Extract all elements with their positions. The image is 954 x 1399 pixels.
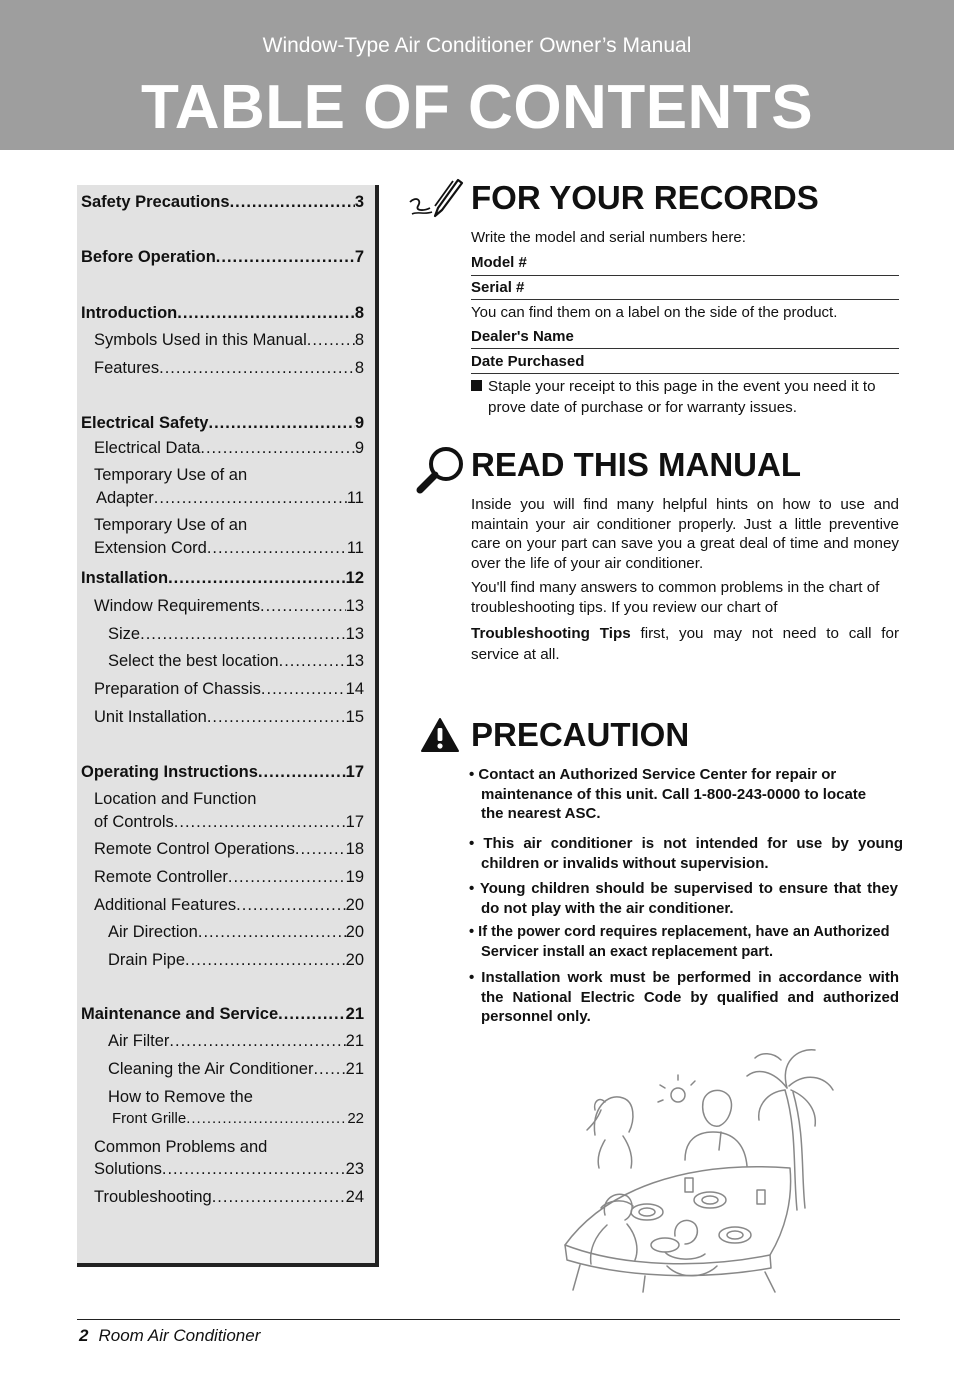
toc-entry [77,248,364,267]
toc-entry-label: Air Direction [108,923,198,941]
toc-leader-dots [174,813,346,832]
toc-entry [77,1088,364,1107]
toc-entry-page: 19 [345,868,364,886]
pen-icon [408,178,466,226]
toc-entry-page: 21 [345,1005,364,1023]
toc-entry-label: How to Remove the [108,1088,253,1106]
toc-entry [77,625,364,644]
toc-entry-page: 14 [345,680,364,698]
toc-entry [77,516,364,535]
read-manual-para1: Inside you will find many helpful hints on how to use and maintain your air conditioner properly. Just a little preventive care on your part can save you a great deal of time and money over the life of your air conditioner. [471,496,899,572]
toc-entry-page: 21 [345,1032,364,1050]
toc-entry-label: Installation [81,569,169,587]
toc-entry [77,414,364,433]
dealer-label: Dealer's Name [471,328,574,345]
toc-entry-page: 8 [354,331,364,349]
toc-entry [77,359,364,378]
toc-entry-label: Electrical Data [94,439,201,457]
toc-leader-dots [159,359,355,378]
toc-entry [77,569,364,588]
toc-entry-label: Temporary Use of an [94,516,248,534]
label-note: You can find them on a label on the side of the product. [471,304,838,321]
toc-entry [77,1060,364,1079]
toc-entry [77,1005,364,1024]
toc-entry-label: Remote Controller [94,868,228,886]
precaution-item-4: • If the power cord requires replacement, have an Authorized Servicer install an exact replacement part. [469,924,890,960]
toc-entry [77,439,364,458]
square-bullet-icon [471,380,482,391]
manual-subtitle: Window-Type Air Conditioner Owner’s Manual [262,34,692,57]
dealer-line [471,348,899,349]
toc-entry-page: 3 [354,193,364,211]
toc-entry-page: 13 [345,597,364,615]
page-title: TABLE OF CONTENTS [140,73,814,142]
model-label: Model # [471,254,527,271]
serial-line [471,299,899,300]
toc-entry [77,1160,364,1179]
toc-entry-page: 20 [345,923,364,941]
toc-entry-label: Adapter [96,489,154,507]
toc-entry-label: Features [94,359,160,377]
toc-entry-label: Extension Cord [94,539,207,557]
page-footer [79,1326,260,1346]
toc-entry [77,1032,364,1051]
toc-leader-dots [177,304,355,323]
toc-entry-label: Maintenance and Service [81,1005,279,1023]
page-number: 2 [79,1326,89,1345]
toc-entry-page: 9 [354,414,364,432]
toc-leader-dots [212,1188,346,1207]
toc-entry-page: 13 [345,625,364,643]
toc-entry [77,896,364,915]
toc-entry-page: 17 [345,813,364,831]
read-manual-para3-rest: first, you may not need to call for service at all. [471,625,899,663]
read-manual-title: READ THIS MANUAL [471,446,801,483]
warning-icon [420,717,460,753]
magnifier-icon [414,444,466,494]
read-manual-para3 [471,623,899,665]
toc-leader-dots [154,489,347,508]
toc-entry-label: Remote Control Operations [94,840,295,858]
toc-leader-dots [162,1160,346,1179]
toc-leader-dots [169,1032,345,1051]
staple-note [471,377,899,418]
toc-leader-dots [216,248,355,267]
toc-entry-label: Temporary Use of an [94,466,248,484]
model-line [471,275,899,276]
toc-entry [77,790,364,809]
toc-entry [77,813,364,832]
toc-entry [77,951,364,970]
toc-entry-label: Common Problems and [94,1138,268,1156]
footer-rule [77,1319,900,1320]
toc-leader-dots [279,652,346,671]
precaution-item-2: • This air conditioner is not intended for use by young children or invalids without supervision. [469,835,903,872]
toc-leader-dots [307,331,355,350]
toc-entry-page: 22 [347,1110,364,1127]
toc-entry-label: Safety Precautions [81,193,230,211]
toc-entry-page: 8 [354,359,364,377]
toc-entry-page: 11 [346,489,364,507]
toc-entry [77,1138,364,1157]
toc-entry-label: Troubleshooting [94,1188,212,1206]
troubleshooting-tips-bold: Troubleshooting Tips [471,625,631,642]
toc-entry [77,466,364,485]
toc-entry [77,304,364,323]
toc-entry [77,923,364,942]
toc-entry-page: 17 [345,763,364,781]
toc-entry-label: Symbols Used in this Manual [94,331,307,349]
toc-entry-page: 20 [345,896,364,914]
toc-entry [77,1110,364,1127]
toc-leader-dots [185,951,346,970]
toc-entry [77,840,364,859]
toc-leader-dots [261,680,346,699]
toc-entry [77,489,364,508]
read-manual-para2: You'll find many answers to common problems in the chart of troubleshooting tips. If you review our chart of [471,579,880,616]
records-title: FOR YOUR RECORDS [471,179,819,216]
toc-entry-page: 24 [345,1188,364,1206]
toc-entry-page: 12 [345,569,364,587]
toc-entry-label: Front Grille [112,1110,187,1127]
toc-leader-dots [209,414,355,433]
toc-leader-dots [236,896,345,915]
toc-leader-dots [260,597,346,616]
toc-entry-page: 9 [354,439,364,457]
staple-note-text: Staple your receipt to this page in the event you need it to prove date of purchase or for warranty issues. [488,378,876,416]
toc-entry [77,597,364,616]
records-intro: Write the model and serial numbers here: [471,229,746,246]
toc-leader-dots [230,193,355,212]
header-banner [0,0,954,150]
toc-entry-label: Solutions [94,1160,162,1178]
toc-entry-label: Additional Features [94,896,237,914]
toc-leader-dots [168,569,346,588]
precaution-item-5: • Installation work must be performed in accordance with the National Electric Code by qualified and authorized personnel only. [469,969,899,1025]
toc-entry [77,763,364,782]
toc-leader-dots [140,625,346,644]
toc-leader-dots [207,708,346,727]
toc-leader-dots [186,1110,347,1127]
precaution-title: PRECAUTION [471,716,690,753]
toc-entry-page: 8 [354,304,364,322]
toc-leader-dots [258,763,346,782]
toc-entry-page: 13 [345,652,364,670]
toc-entry-label: Select the best location [108,652,279,670]
toc-entry-page: 11 [346,539,364,557]
toc-entry-label: of Controls [94,813,174,831]
toc-entry [77,708,364,727]
toc-entry-label: Unit Installation [94,708,207,726]
toc-leader-dots [200,439,354,458]
date-label: Date Purchased [471,353,585,370]
toc-entry-label: Preparation of Chassis [94,680,261,698]
toc-entry [77,868,364,887]
toc-entry-label: Size [108,625,141,643]
family-picnic-illustration [535,1040,835,1295]
toc-entry [77,193,364,212]
toc-entry-label: Introduction [81,304,178,322]
date-line [471,373,899,374]
toc-entry-label: Cleaning the Air Conditioner [108,1060,314,1078]
serial-label: Serial # [471,279,525,296]
toc-entry [77,331,364,350]
toc-entry-label: Electrical Safety [81,414,209,432]
toc-entry-page: 23 [345,1160,364,1178]
precaution-item-1: • Contact an Authorized Service Center for repair or maintenance of this unit. Call 1-800-243-0000 to locate the nearest ASC. [469,766,867,822]
toc-box [77,185,379,1267]
toc-entry [77,652,364,671]
toc-entry-page: 15 [345,708,364,726]
toc-entry-page: 21 [345,1060,364,1078]
toc-leader-dots [207,539,347,558]
toc-entry-label: Air Filter [108,1032,170,1050]
footer-text: Room Air Conditioner [98,1326,261,1345]
toc-entry-label: Window Requirements [94,597,260,615]
precaution-item-3: • Young children should be supervised to ensure that they do not play with the air conditioner. [469,880,898,917]
toc-leader-dots [313,1060,345,1079]
toc-entry [77,539,364,558]
toc-leader-dots [295,840,346,859]
toc-entry-label: Operating Instructions [81,763,258,781]
toc-entry-label: Before Operation [81,248,216,266]
toc-entry [77,1188,364,1207]
toc-entry-label: Drain Pipe [108,951,186,969]
toc-leader-dots [228,868,346,887]
toc-entry-page: 20 [345,951,364,969]
toc-entry-page: 7 [354,248,364,266]
toc-entry-label: Location and Function [94,790,257,808]
toc-leader-dots [278,1005,345,1024]
toc-leader-dots [198,923,346,942]
toc-entry-page: 18 [345,840,364,858]
toc-entry [77,680,364,699]
